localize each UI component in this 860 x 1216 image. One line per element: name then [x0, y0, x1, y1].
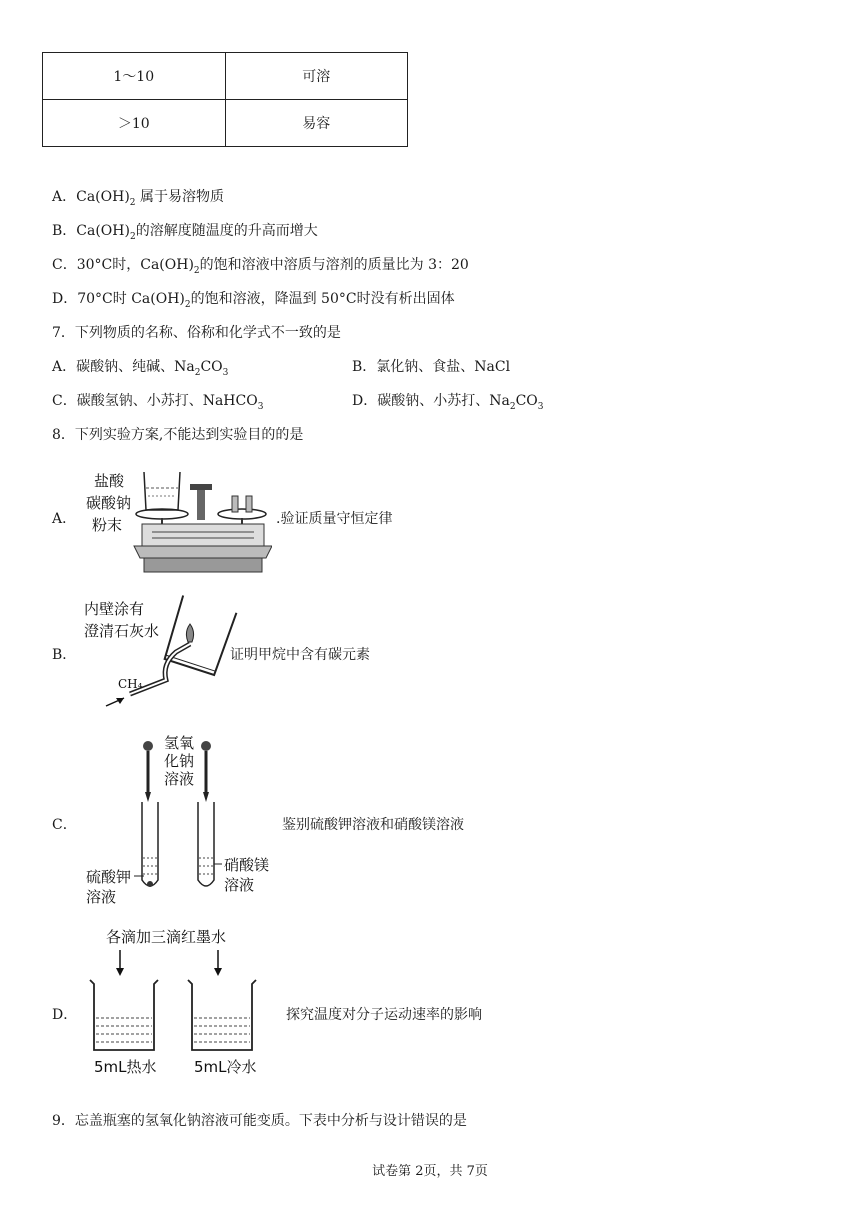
q8-b-letter: B． — [52, 647, 77, 663]
methane-beaker-illustration — [80, 594, 240, 712]
table-cell-range: 1～10 — [43, 53, 226, 100]
q7-option-a: A．碳酸钠、纯碱、$Na_2CO_3$ — [52, 359, 229, 378]
test-tube-illustration — [80, 730, 280, 910]
fig-label-naoh-3: 溶液 — [164, 770, 195, 788]
q6-option-c: C．30°C时，$Ca(OH)_2$的饱和溶液中溶质与溶剂的质量比为 3：20 — [52, 257, 469, 276]
q7-option-c: C．碳酸氢钠、小苏打、NaHCO$_3$ — [52, 393, 264, 412]
q8-a-description: .验证质量守恒定律 — [276, 511, 393, 527]
q6-option-d: D．70°C时 $Ca(OH)_2$的饱和溶液，降温到 50°C时没有析出固体 — [52, 291, 455, 310]
q8-d-description: 探究温度对分子运动速率的影响 — [286, 1007, 482, 1023]
q7-option-d: D．碳酸钠、小苏打、$Na_2CO_3$ — [352, 393, 544, 412]
fig-label-mgno3-2: 溶液 — [224, 876, 255, 894]
fig-label-na2co3: 碳酸钠 — [86, 494, 132, 512]
q8-c-letter: C． — [52, 817, 77, 833]
fig-label-k2so4-1: 硫酸钾 — [86, 868, 132, 886]
q8-stem: 8．下列实验方案,不能达到实验目的的是 — [52, 427, 304, 443]
q8-c-description: 鉴别硫酸钾溶液和硝酸镁溶液 — [282, 817, 464, 833]
fig-label-limewater: 澄清石灰水 — [84, 622, 160, 640]
q7-stem: 7．下列物质的名称、俗称和化学式不一致的是 — [52, 325, 341, 341]
page-footer: 试卷第 2页，共 7页 — [372, 1164, 488, 1179]
q8-d-letter: D． — [52, 1007, 78, 1023]
balance-illustration — [82, 466, 272, 578]
q6-option-b: B．$Ca(OH)_2$的溶解度随温度的升高而增大 — [52, 223, 318, 242]
q9-stem: 9．忘盖瓶塞的氢氧化钠溶液可能变质。下表中分析与设计错误的是 — [52, 1113, 467, 1129]
table-cell-range: ＞10 — [43, 100, 226, 147]
table-cell-label: 可溶 — [225, 53, 408, 100]
fig-label-mgno3-1: 硝酸镁 — [224, 856, 270, 874]
fig-label-coated: 内壁涂有 — [84, 600, 145, 618]
q8-b-description: 证明甲烷中含有碳元素 — [230, 647, 370, 663]
q8-a-letter: A． — [52, 511, 77, 527]
fig-label-k2so4-2: 溶液 — [86, 888, 117, 906]
beakers-illustration — [82, 924, 272, 1080]
fig-label-powder: 粉末 — [92, 516, 123, 534]
fig-label-red-ink: 各滴加三滴红墨水 — [106, 928, 227, 946]
table-cell-label: 易容 — [225, 100, 408, 147]
fig-label-naoh-2: 化钠 — [164, 752, 195, 770]
fig-label-hcl: 盐酸 — [94, 472, 125, 490]
table-row — [43, 53, 408, 100]
fig-label-ch4: CH₄ — [118, 677, 143, 691]
fig-label-hot-water: 5mL热水 — [94, 1058, 157, 1076]
solubility-table — [42, 52, 408, 147]
fig-label-naoh-1: 氢氧 — [164, 734, 195, 752]
fig-label-cold-water: 5mL冷水 — [194, 1058, 257, 1076]
q7-option-b: B．氯化钠、食盐、NaCl — [352, 359, 511, 375]
table-row — [43, 100, 408, 147]
q6-option-a: A．$Ca(OH)_2$ 属于易溶物质 — [52, 189, 224, 208]
